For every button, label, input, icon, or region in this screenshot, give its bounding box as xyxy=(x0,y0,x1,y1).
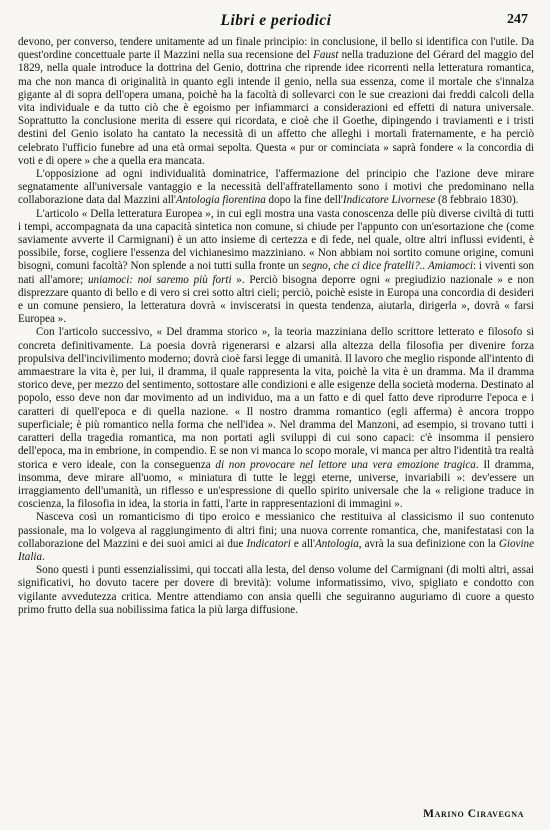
text-run: nella traduzione del Gérard del maggio del 1829, nella quale introduce la dottrina del Genio, dottrina che riprende idee ricorrenti nella letteratura romantica, ma che non manca di originalità in quanto egli intende il genio, nella sua essenza, come il mortale che s'innalza gigante al di sopra dell'opera umana, poichè ha la facoltà di sollevarci con le sue creazioni dai freddi calcoli della vita individuale e da tutto ciò che è egoismo per infiammarci a considerazioni ed effetti di natura universale. Soprattutto la conclusione merita di essere qui ricordata, e cioè che il Goethe, dipingendo i traviamenti e i tristi destini del Genio isolato ha cantato la necessità di un affetto che alleghi i mortali fraternamente, e ha perciò celebrato l'ufficio funebre ad una età ormai sepolta. Questa « pur or cominciata » saprà fondere « la concordia di voti e di opere » che a quella era mancata. xyxy=(18,49,534,167)
text-run: dopo la fine dell' xyxy=(265,194,343,207)
page-header xyxy=(18,6,534,34)
running-title: Libri e periodici xyxy=(220,12,332,29)
text-run: devono, per converso, tendere unitamente ad un finale principio: in conclusione, il bello si identifica con l'utile. Da quest'ordine concettuale parte il Mazzini nella sua recensione del xyxy=(18,36,534,62)
italic-text: di non provocare nel lettore una vera emozione tragica xyxy=(215,458,476,471)
text-run: (8 febbraio 1830). xyxy=(435,194,519,207)
paragraph xyxy=(18,564,534,617)
text-run: e all' xyxy=(290,537,316,550)
italic-text: Faust xyxy=(313,49,339,62)
paragraph xyxy=(18,208,534,327)
text-run: L'opposizione ad ogni individualità dominatrice, l'affermazione del principio che l'azione deve mirare segnatamente all'universale vantaggio e la necessità dell'affratellamento sono i motivi che predominano nella collaborazione data dal Mazzini all' xyxy=(18,168,534,207)
author-signature: Marino Ciravegna xyxy=(423,808,524,820)
text-run: Con l'articolo successivo, « Del dramma storico », la teoria mazziniana dello scrittore letterato e filosofo si concreta definitivamente. La poesia dovrà rigenerarsi e alzarsi alla altezza della filosofia per divenire forza propulsiva dell'incivilimento moderno; dovrà cioè farsi legge di umanità. Il lavoro che meglio risponde all'intento di ammaestrare la vita è, per lui, il dramma, il quale rappresenta la vita, poichè la vita è un dramma. Ma il dramma storico deve, per mezzo del sentimento, sottostare alle condizioni e alle esigenze della società moderna. Destinato al popolo, esso deve non dar movimento ad un individuo, ma a un fatto e di quel fatto deve riprodurre l'epoca e i caratteri di quell'epoca e di quella nazione. « Il nostro dramma romantico (egli afferma) è ancora troppo superficiale; è più romantico nella forma che nell'idea ». Nel dramma del Manzoni, ad esempio, si trovano tutti i caratteri della tragedia romantica, ma non portati agli sviluppi di cui sono capaci: c'è insomma il pensiero dell'epoca, ma in embrione, in compendio. E se non vi manca lo scopo morale, vi manca per altro l'identità tra realtà storica e vero ideale, con la conseguenza xyxy=(18,326,534,471)
text-run: Sono questi i punti essenzialissimi, qui toccati alla lesta, del denso volume del Carmignani (di molti altri, assai significativi, ho dovuto tacere per dovere di brevità): volume informatissimo, vivo, spigliato e condotto con vigilante avvedutezza critica. Mentre attendiamo con ansia quelli che seguiranno auguriamo di cuore a questo primo frutto della sua nobilissima fatica la più larga diffusione. xyxy=(18,564,534,616)
article-body xyxy=(18,36,534,617)
italic-text: Giovine Italia xyxy=(18,537,534,563)
text-run: . xyxy=(42,550,45,563)
italic-text: Indicatori xyxy=(246,537,291,550)
text-run: : i viventi son nati all'amore; xyxy=(18,260,534,286)
paragraph xyxy=(18,168,534,208)
italic-text: segno, che ci dice fratelli?.. Amiamoci xyxy=(301,260,473,273)
italic-text: Indicatore Livornese xyxy=(342,194,436,207)
text-run: Nasceva così un romanticismo di tipo eroico e messianico che restituiva al classicismo il suo contenuto passionale, ma lo volgeva al raggiungimento di altri fini; una nuova corrente romantica, che, manifestatasi con la collaborazione del Mazzini e dei suoi amici ai due xyxy=(18,511,534,550)
paragraph xyxy=(18,326,534,511)
paragraph xyxy=(18,36,534,168)
italic-text: uniamoci: noi saremo più forti xyxy=(87,273,232,286)
text-run: L'articolo « Della letteratura Europea », in cui egli mostra una vasta conoscenza delle più diverse civiltà di tutti i tempi, accompagnata da una capacità sintetica non comune, si chiude per l'appunto con un'esortazione che (come saviamente avverte il Carmignani) è un atto insieme di certezza e di fede, nel quale, oltre altri influssi evidenti, è possibile, forse, cogliere l'essenza del vichianesimo mazziniano. « Non abbiam noi sortito comune origine, comuni bisogni, comuni facoltà? Non splende a noi tutti sulla fronte un xyxy=(18,207,534,273)
italic-text: Antologia xyxy=(315,537,359,550)
page-number: 247 xyxy=(507,12,528,27)
text-run: ». Perciò bisogna deporre ogni « pregiudizio nazionale » e non disprezzare quanto di bello e di vero si crei sotto altri cieli; perciò, poichè esiste in Europa una concordia di desideri e un comune pensiero, la letteratura dovrà « invisceratsi in questa tendenza, aiutarla, dirigerla », dovrà « farsi Europea ». xyxy=(18,273,534,326)
italic-text: Antologia fiorentina xyxy=(175,194,266,207)
text-run: . Il dramma, insomma, deve mirare all'uomo, « miniatura di tutte le leggi eterne, universe, invariabili »: dev'essere un irraggiamento dell'umanità, un riflesso e un'espressione di quello spirito universale che la « religione traduce in coscienza, la filosofia in idea, la storia in fatti, l'arte in rappresentazioni di immagini ». xyxy=(18,458,534,511)
text-run: , avrà la sua definizione con la xyxy=(358,537,499,550)
paragraph xyxy=(18,511,534,564)
